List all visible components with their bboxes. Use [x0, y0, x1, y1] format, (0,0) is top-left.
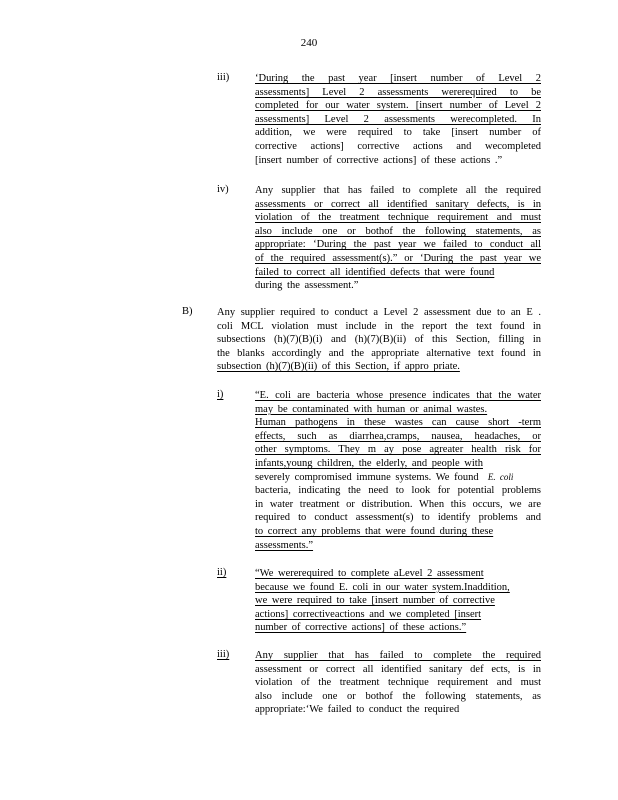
text-line: [insert number of corrective actions] of these actions .” [255, 154, 503, 166]
text-line: appropriate:‘We failed to conduct the required [255, 704, 460, 716]
text-line [255, 471, 541, 485]
text-line: addition, we were required to take [insert number of [255, 127, 541, 139]
item-label-b-i: i) [217, 389, 224, 400]
paragraph-b-ii [255, 567, 541, 635]
text-line: coli MCL violation must include in the report the text found in [217, 320, 541, 332]
text-line: to correct any problems that were found during these [255, 525, 494, 537]
text-line: in water treatment or distribution. When this occurs, we are [255, 498, 541, 510]
text-line: ‘During the past year [insert number of Level 2 [255, 73, 541, 84]
text-line: violation of the treatment technique requirement and must [255, 677, 541, 689]
text-line: Any supplier that has failed to complete all the required [255, 185, 541, 196]
text-line: subsections (h)(7)(B)(i) and (h)(7)(B)(ii) of this Section, filling in [217, 334, 541, 346]
section-label-b: B) [182, 306, 193, 317]
text-line: assessments] Level 2 assessments werecompleted. In [255, 113, 541, 125]
text-line: during the assessment.” [255, 280, 359, 292]
text-line: assessments or correct all identified sanitary defects, is in [255, 198, 541, 210]
page-number: 240 [300, 37, 318, 49]
text-line: assessments.” [255, 539, 314, 551]
text-line: number of corrective actions] of these actions.” [255, 622, 467, 634]
text-line: because we found E. coli in our water system.Inaddition, [255, 581, 510, 593]
text-line: assessments] Level 2 assessments wererequired to be [255, 86, 541, 98]
text-line: the blanks accordingly and the appropriate alternative text found in [217, 347, 541, 359]
text-line: of the required assessment(s).” or ‘During the past year we [255, 252, 541, 264]
italic-term: E. coli [487, 471, 514, 482]
text-line: Any supplier required to conduct a Level 2 assessment due to an E . [217, 307, 541, 318]
item-label-b-iii: iii) [217, 649, 230, 660]
text-line: infants,young children, the elderly, and people with [255, 457, 483, 469]
text-line: subsection (h)(7)(B)(ii) of this Section, if appro priate. [217, 361, 460, 373]
text-line: corrective actions] corrective actions and wecompleted [255, 140, 541, 152]
item-label-a-iii: iii) [217, 72, 230, 83]
item-label-b-ii: ii) [217, 567, 227, 578]
text-line: required to conduct assessment(s) to identify problems and [255, 512, 541, 524]
text-line: assessment or correct all identified sanitary def ects, is in [255, 663, 541, 675]
paragraph-a-iv [255, 184, 541, 293]
text-line: actions] correctiveactions and we completed [insert [255, 608, 482, 620]
paragraph-b-i [255, 389, 541, 552]
text-line: violation of the treatment technique requirement and must [255, 212, 541, 224]
text-line: completed for our water system. [insert number of Level 2 [255, 100, 541, 112]
text-line: effects, such as diarrhea,cramps, nausea, headaches, or [255, 430, 541, 442]
text-line: we were required to take [insert number of corrective [255, 595, 495, 607]
item-label-a-iv: iv) [217, 184, 229, 195]
text-line: appropriate: ‘During the past year we failed to conduct all [255, 239, 541, 251]
text-line: may be contaminated with human or animal wastes. [255, 403, 488, 415]
text-line: Any supplier that has failed to complete the required [255, 650, 541, 661]
text-line: bacteria, indicating the need to look for potential problems [255, 485, 541, 497]
text-line: failed to correct all identified defects that were found [255, 266, 495, 278]
text-line: other symptoms. They m ay pose agreater health risk for [255, 444, 541, 456]
paragraph-b-iii [255, 649, 541, 717]
text-line: also include one or bothof the following statements, as [255, 225, 541, 237]
text-segment: severely compromised immune systems. We found [255, 471, 479, 483]
paragraph-a-iii [255, 72, 541, 167]
paragraph-b [217, 306, 541, 374]
text-line: Human pathogens in these wastes can cause short -term [255, 417, 541, 429]
text-line: “E. coli are bacteria whose presence indicates that the water [255, 390, 541, 401]
text-line: “We wererequired to complete aLevel 2 assessment [255, 568, 484, 579]
text-line: also include one or bothof the following statements, as [255, 690, 541, 702]
